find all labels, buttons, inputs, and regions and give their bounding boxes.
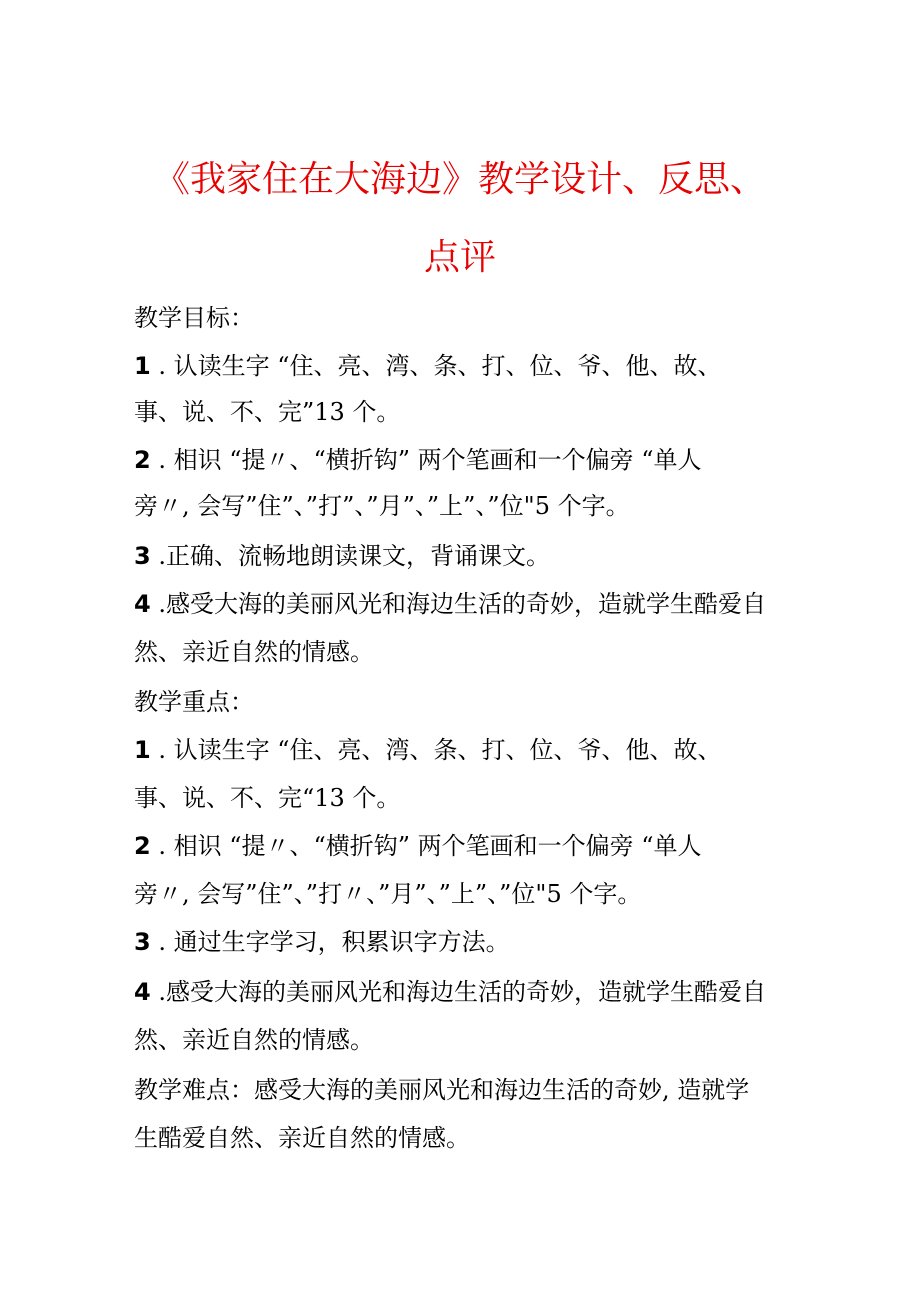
key-point-1-line-2: 事、说、不、完“13 个。: [134, 784, 401, 812]
goal-1-number: 1: [134, 352, 151, 380]
goal-4-line-2: 然、亲近自然的情感。: [134, 638, 374, 666]
key-point-4-text: .感受大海的美丽风光和海边生活的奇妙，造就学生酷爱自: [150, 978, 766, 1006]
key-point-4-line-1: [134, 978, 766, 1006]
document-title-line-1: 《我家住在大海边》教学设计、反思、: [153, 159, 766, 200]
goal-2-line-2: 旁〃, 会写”住”、”打”、”月”、”上”、”位"5 个字。: [134, 492, 630, 520]
key-point-2-line-1: [134, 832, 702, 860]
key-point-3-number: 3: [134, 928, 151, 956]
goal-2-number: 2: [134, 446, 151, 474]
key-point-1-number: 1: [134, 736, 151, 764]
goal-3-text: .正确、流畅地朗读课文，背诵课文。: [150, 542, 550, 570]
goal-1-line-2: 事、说、不、完”13 个。: [134, 398, 401, 426]
difficulty-line-2: 生酷爱自然、亲近自然的情感。: [134, 1124, 470, 1152]
key-point-1-line-1: [134, 736, 722, 764]
goal-3-line-1: [134, 542, 550, 570]
goal-2-text: . 相识 “提〃、“横折钩” 两个笔画和一个偏旁 “单人: [150, 446, 702, 474]
document-title-line-2: 点评: [423, 237, 496, 278]
difficulty-line-1: 教学难点：感受大海的美丽风光和海边生活的奇妙, 造就学: [134, 1076, 750, 1104]
key-point-1-text: . 认读生字 “住、亮、湾、条、打、位、爷、他、故、: [150, 736, 722, 764]
key-point-3-text: . 通过生字学习，积累识字方法。: [150, 928, 510, 956]
goals-heading: 教学目标：: [134, 304, 254, 332]
key-point-2-text: . 相识 “提〃、“横折钩” 两个笔画和一个偏旁 “单人: [150, 832, 702, 860]
key-point-2-line-2: 旁〃, 会写”住”、”打〃、”月”、”上”、”位"5 个字。: [134, 880, 642, 908]
goal-2-line-1: [134, 446, 702, 474]
goal-4-text: .感受大海的美丽风光和海边生活的奇妙，造就学生酷爱自: [150, 590, 766, 618]
goal-3-number: 3: [134, 542, 151, 570]
goal-1-text: . 认读生字 “住、亮、湾、条、打、位、爷、他、故、: [150, 352, 722, 380]
key-point-4-line-2: 然、亲近自然的情感。: [134, 1026, 374, 1054]
goal-4-line-1: [134, 590, 766, 618]
key-point-2-number: 2: [134, 832, 151, 860]
goal-1-line-1: [134, 352, 722, 380]
goal-4-number: 4: [134, 590, 151, 618]
key-point-4-number: 4: [134, 978, 151, 1006]
key-point-3-line-1: [134, 928, 510, 956]
key-points-heading: 教学重点：: [134, 688, 254, 716]
